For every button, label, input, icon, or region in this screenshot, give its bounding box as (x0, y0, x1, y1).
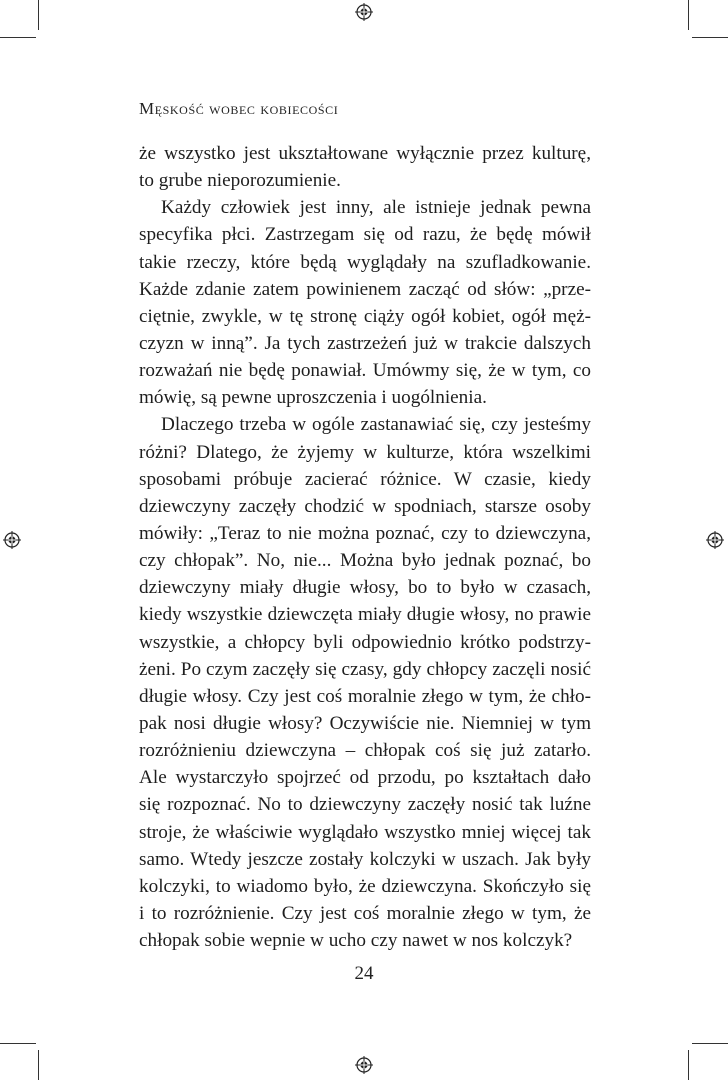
text-line: stroje, że właściwie wyglądało wszystko mniej więcej tak (139, 821, 591, 843)
text-line: Każde zdanie zatem powinienem zacząć od słów: „prze- (139, 278, 591, 300)
body-text (139, 140, 591, 954)
text-line: wszystkie, a chłopcy byli odpowiednio krótko podstrzy- (139, 631, 591, 653)
text-line: czyzn w inną”. Ja tych zastrzeżeń już w trakcie dalszych (139, 332, 591, 354)
text-line: żeni. Po czym zaczęły się czasy, gdy chłopcy zaczęli nosić (139, 658, 591, 680)
text-line: kiedy wszystkie dziewczęta miały długie włosy, no prawie (139, 604, 591, 626)
text-line: rozróżnieniu dziewczyna – chłopak coś się już zatarło. (139, 740, 591, 762)
text-line: i to rozróżnienie. Czy jest coś moralnie złego w tym, że (139, 902, 591, 924)
crop-mark-top-left (38, 0, 39, 30)
text-line: kolczyki, to wiadomo było, że dziewczyna. Skończyło się (139, 875, 591, 897)
registration-mark-left-icon (3, 531, 21, 549)
text-line: mówię, są pewne uproszczenia i uogólnienia. (139, 387, 487, 409)
crop-mark-top-right (688, 0, 689, 30)
crop-mark-top-left-horizontal (0, 37, 36, 38)
paragraph (139, 140, 591, 194)
text-line: ciętnie, zwykle, w tę stronę ciąży ogół kobiet, ogół męż- (139, 305, 591, 327)
text-line: takie rzeczy, które będą wyglądały na szufladkowanie. (139, 251, 591, 273)
text-line: to grube nieporozumienie. (139, 170, 341, 192)
paragraph (139, 194, 591, 411)
paragraph (139, 411, 591, 954)
registration-mark-top-icon (355, 3, 373, 21)
text-line: sposobami próbuje zacierać różnice. W czasie, kiedy (139, 468, 591, 490)
crop-mark-top-right-horizontal (692, 37, 728, 38)
text-line: Ale wystarczyło spojrzeć od przodu, po kształtach dało (139, 767, 591, 789)
text-line: że wszystko jest ukształtowane wyłącznie przez kulturę, (139, 143, 591, 164)
text-line: Dlaczego trzeba w ogóle zastanawiać się, czy jesteśmy (161, 414, 591, 436)
crop-mark-bottom-right (688, 1050, 689, 1080)
crop-mark-bottom-left (38, 1050, 39, 1080)
text-line: różni? Dlatego, że żyjemy w kulturze, która wszelkimi (139, 441, 591, 463)
text-line: długie włosy. Czy jest coś moralnie złego w tym, że chło- (139, 685, 591, 707)
text-line: pak nosi długie włosy? Oczywiście nie. Niemniej w tym (139, 712, 591, 734)
registration-mark-right-icon (706, 531, 724, 549)
text-line: mówiły: „Teraz to nie można poznać, czy to dziewczyna, (139, 522, 591, 544)
page-number: 24 (354, 963, 374, 984)
text-line: się rozpoznać. No to dziewczyny zaczęły nosić tak luźne (139, 794, 591, 816)
text-line: rozważań nie będę ponawiał. Umówmy się, że w tym, co (139, 360, 591, 382)
crop-mark-bottom-right-horizontal (692, 1043, 728, 1044)
text-line: dziewczyny zaczęły chodzić w spodniach, starsze osoby (139, 495, 591, 517)
crop-mark-bottom-left-horizontal (0, 1043, 36, 1044)
text-line: czy chłopak”. No, nie... Można było jednak poznać, bo (139, 550, 591, 572)
registration-mark-bottom-icon (355, 1056, 373, 1074)
running-head: Męskość wobec kobiecości (139, 99, 339, 118)
text-line: dziewczyny miały długie włosy, bo to było w czasach, (139, 577, 591, 599)
text-line: Każdy człowiek jest inny, ale istnieje jednak pewna (161, 197, 591, 219)
text-line: chłopak sobie wepnie w ucho czy nawet w nos kolczyk? (139, 930, 573, 952)
text-line: samo. Wtedy jeszcze zostały kolczyki w uszach. Jak były (139, 848, 591, 870)
text-line: specyfika płci. Zastrzegam się od razu, że będę mówił (139, 224, 591, 246)
